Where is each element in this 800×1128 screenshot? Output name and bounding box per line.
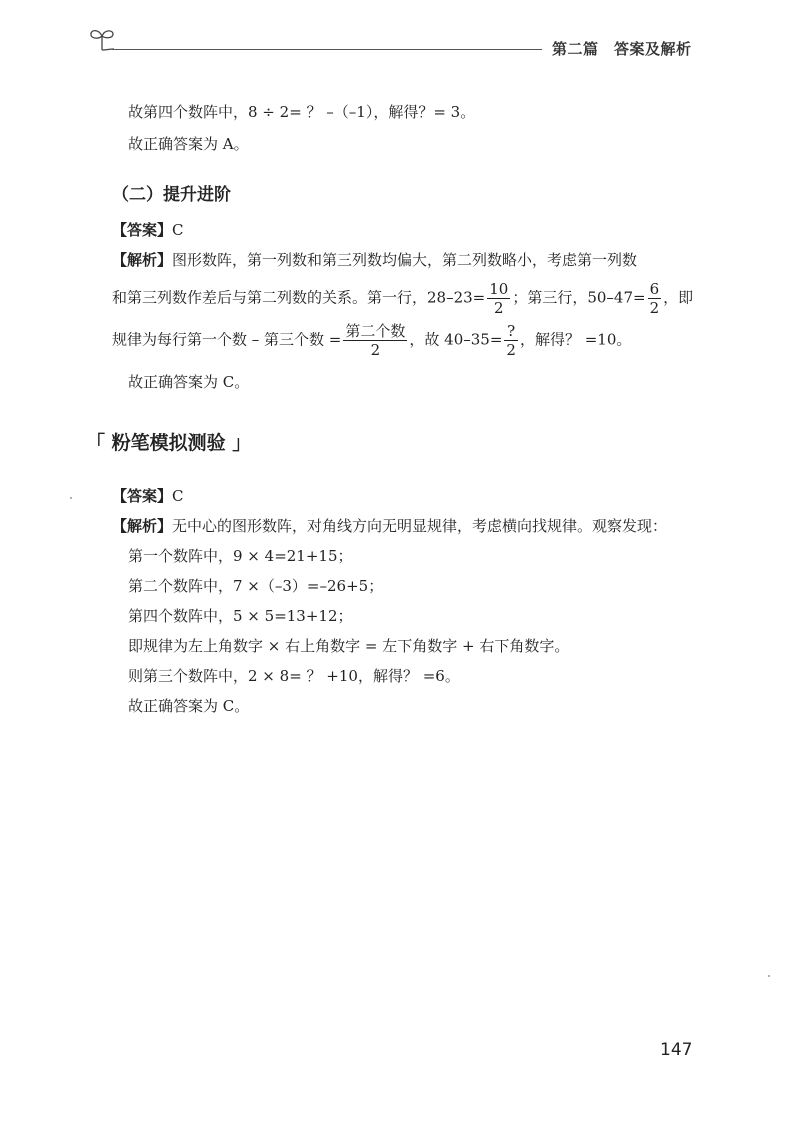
denominator: 2 — [649, 299, 660, 317]
s3-line4: 第四个数阵中，5 × 5=13+12； — [128, 607, 353, 625]
denominator: 2 — [370, 341, 381, 359]
numerator: 6 — [649, 280, 660, 298]
analysis-tag: 【解析】 — [112, 517, 173, 535]
text-segment: ，故 40–35= — [409, 330, 503, 349]
numerator: 10 — [489, 280, 509, 298]
s3-answer — [112, 486, 184, 506]
text-segment: ；第三行，50–47= — [512, 288, 646, 307]
numerator: 第二个数 — [345, 322, 406, 340]
s1-line2: 故正确答案为 A。 — [128, 135, 249, 153]
s3-line3: 第二个数阵中，7 ×（–3）=–26+5； — [128, 577, 384, 595]
s3-line5: 即规律为左上角数字 × 右上角数字 = 左下角数字 + 右下角数字。 — [128, 637, 570, 655]
header-rule — [112, 49, 542, 50]
s1-line1: 故第四个数阵中，8 ÷ 2= ？ –（–1），解得？= 3。 — [128, 103, 476, 121]
analysis-text: 无中心的图形数阵，对角线方向无明显规律，考虑横向找规律。观察发现： — [172, 517, 668, 535]
s3-line7: 故正确答案为 C。 — [128, 697, 250, 715]
numerator: ? — [504, 322, 518, 341]
denominator: 2 — [494, 299, 504, 317]
answer-tag: 【答案】 — [112, 487, 173, 505]
analysis-text: 图形数阵，第一列数和第三列数均偏大，第二列数略小，考虑第一列数 — [172, 251, 638, 269]
s2-answer — [112, 220, 184, 240]
fraction-10-over-2 — [487, 280, 510, 317]
text-segment: 规律为每行第一个数 – 第三个数 = — [112, 330, 342, 349]
analysis-tag: 【解析】 — [112, 251, 173, 269]
s3-line2: 第一个数阵中，9 × 4=21+15； — [128, 547, 353, 565]
answer-tag: 【答案】 — [112, 221, 173, 239]
fraction-q-over-2 — [504, 322, 518, 359]
header-title: 第二篇 答案及解析 — [552, 40, 692, 58]
text-segment: ，解得？ =10。 — [519, 330, 632, 349]
page-number: 147 — [660, 1040, 693, 1060]
scan-speck — [768, 975, 770, 977]
section-heading-advanced: （二）提升进阶 — [112, 185, 231, 205]
section-heading-mock-test: 「 粉笔模拟测验 」 — [86, 432, 252, 454]
s2-line4: 故正确答案为 C。 — [128, 373, 250, 391]
scan-speck — [70, 497, 72, 499]
denominator: 2 — [506, 341, 516, 359]
answer-value: C — [172, 487, 184, 505]
s3-analysis-line1 — [112, 516, 667, 536]
text-segment: ，即 — [663, 288, 694, 307]
s2-analysis-line3 — [112, 322, 631, 359]
fraction-6-over-2 — [648, 280, 662, 317]
fraction-second-number-over-2 — [343, 322, 407, 359]
s2-analysis-line1 — [112, 250, 637, 270]
answer-value: C — [172, 221, 184, 239]
s2-analysis-line2 — [112, 280, 693, 317]
text-segment: 和第三列数作差后与第二列数的关系。第一行，28–23= — [112, 288, 486, 307]
s3-line6: 则第三个数阵中，2 × 8= ？ +10，解得？ =6。 — [128, 667, 460, 685]
